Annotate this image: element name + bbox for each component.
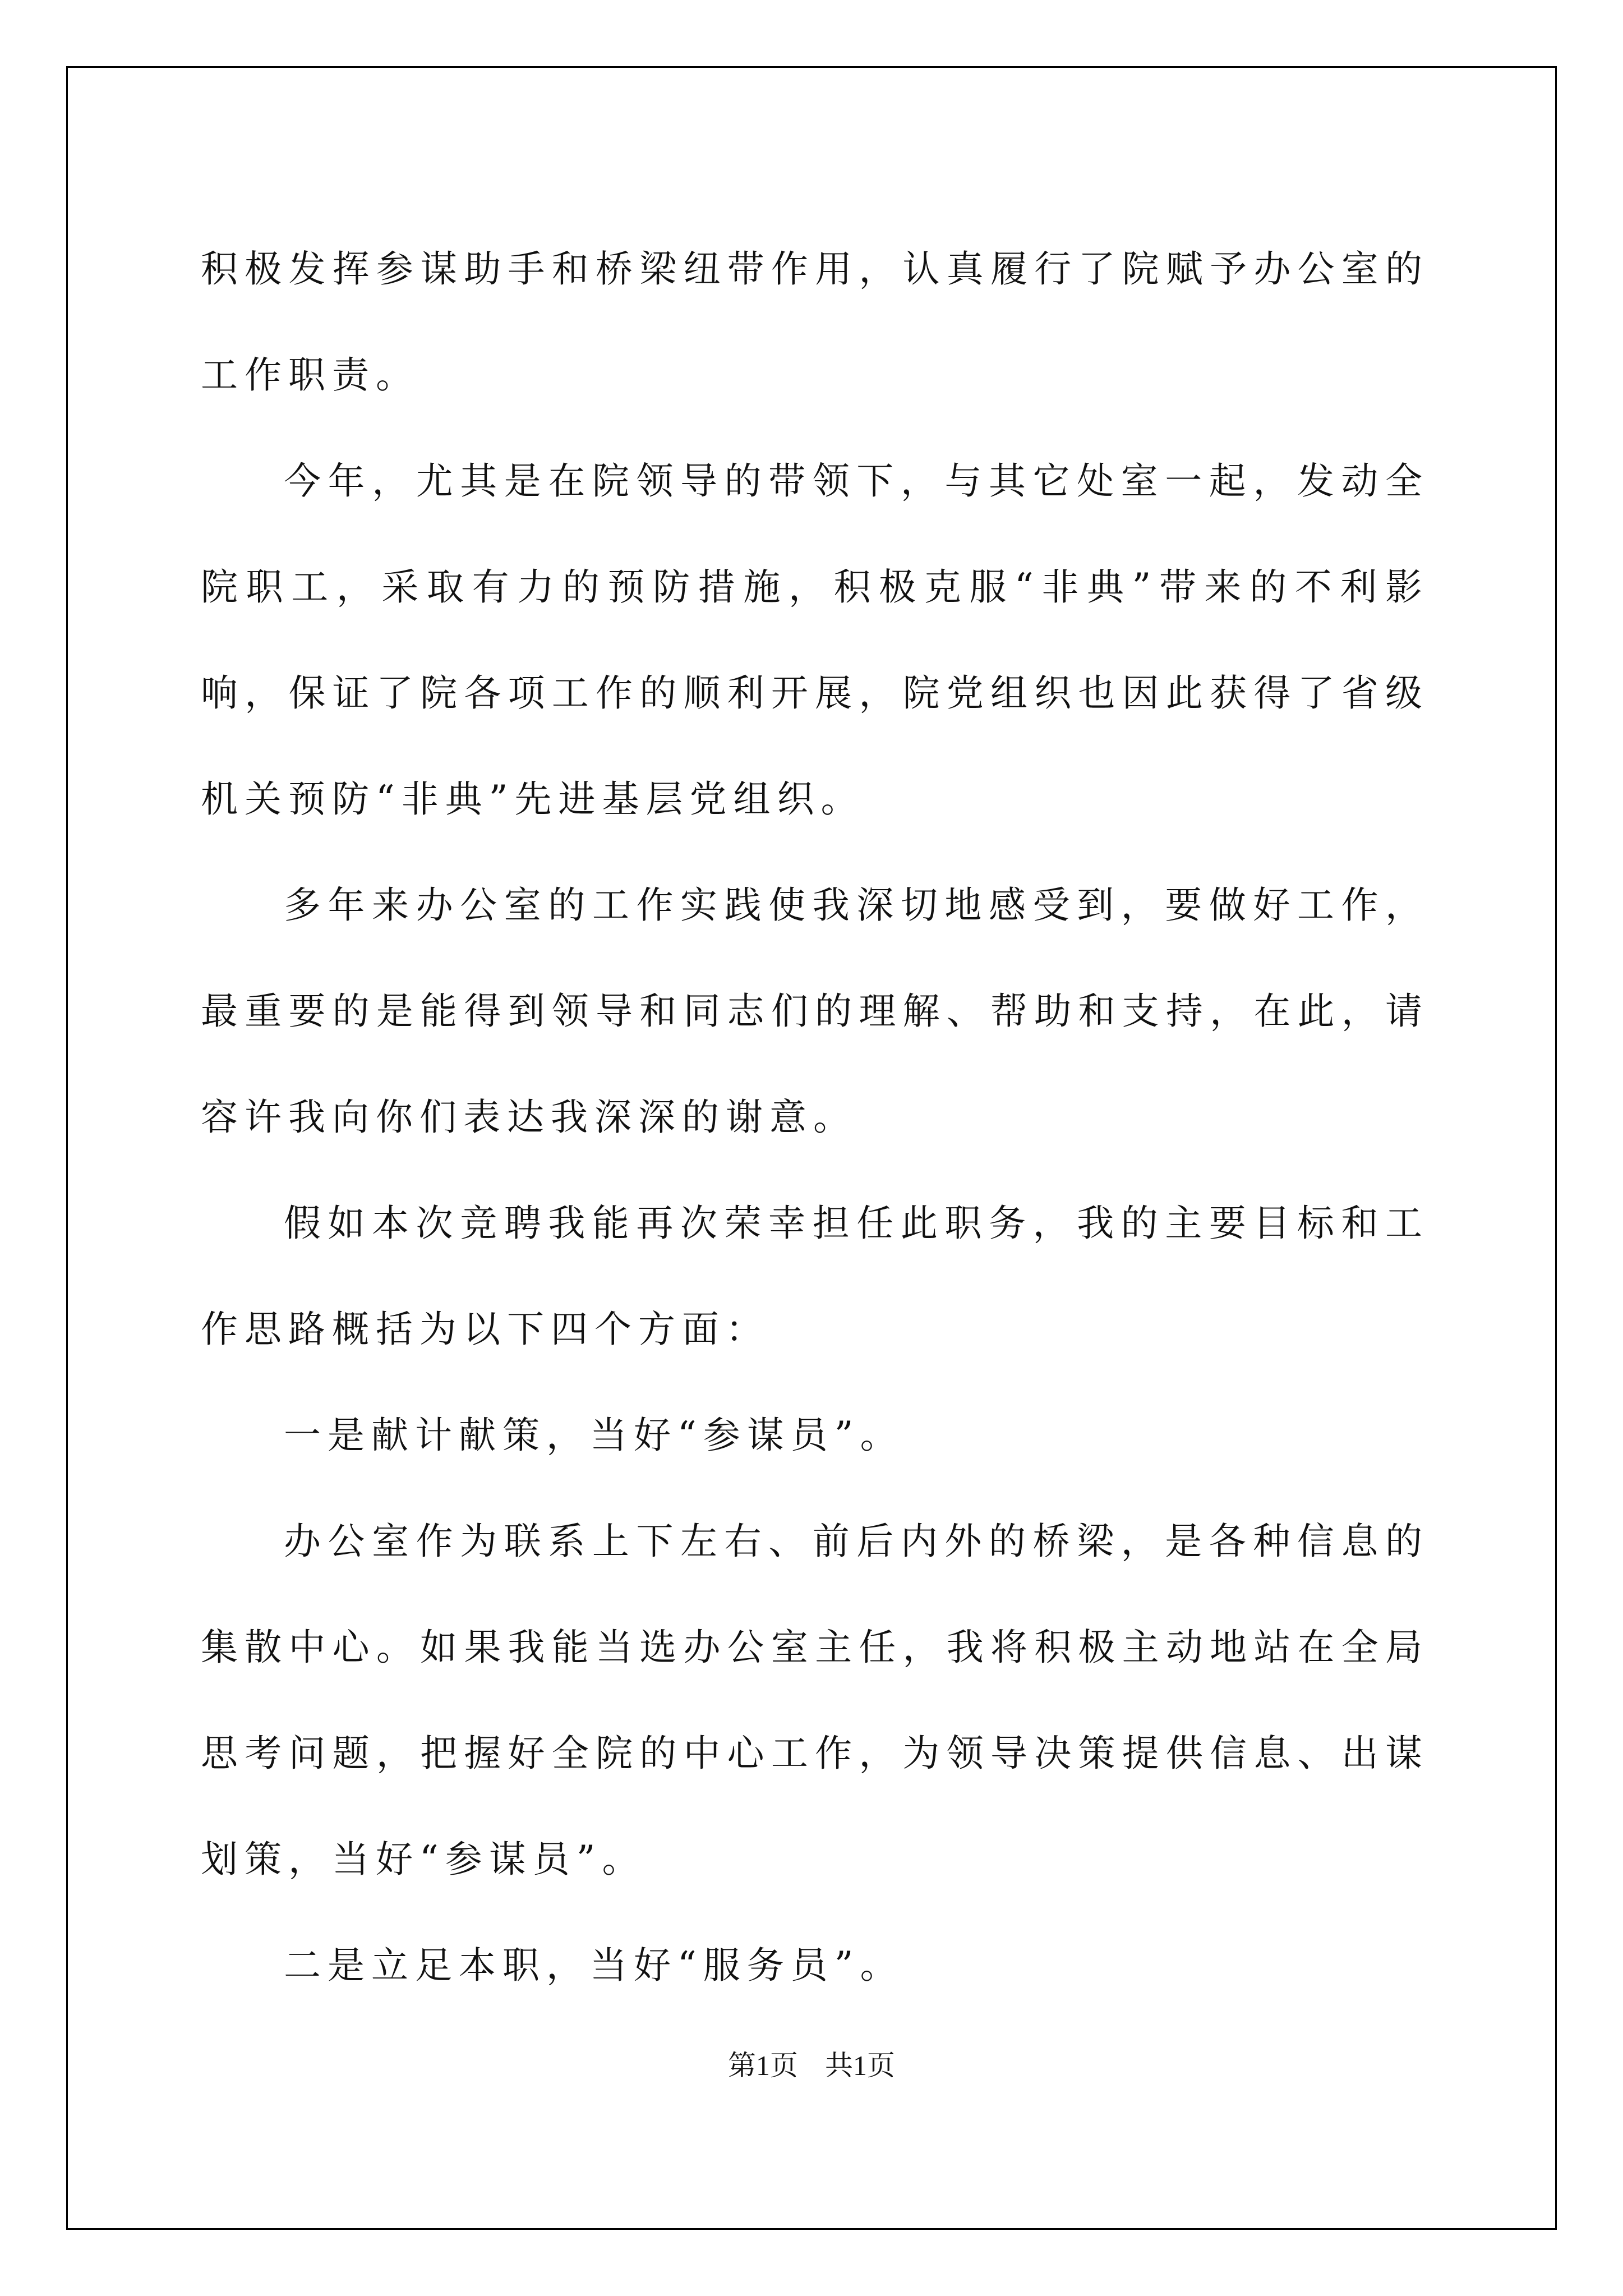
- page-footer: [0, 2049, 1623, 2082]
- page-number-current: 第1页: [728, 2050, 798, 2081]
- paragraph-2: 今年，尤其是在院领导的带领下，与其它处室一起，发动全院职工，采取有力的预防措施，积极克服“非典”带来的不利影响，保证了院各项工作的顺利开展，院党组织也因此获得了省级机关预防“非典”先进基层党组织。: [201, 459, 1429, 821]
- paragraph-1: 积极发挥参谋助手和桥梁纽带作用，认真履行了院赋予办公室的工作职责。: [201, 247, 1429, 397]
- document-body: [201, 216, 1429, 2018]
- page-number-total: 共1页: [825, 2050, 895, 2081]
- paragraph-7: 二是立足本职，当好“服务员”。: [284, 1944, 904, 1987]
- paragraph-3: 多年来办公室的工作实践使我深切地感受到，要做好工作，最重要的是能得到领导和同志们的理解、帮助和支持，在此，请容许我向你们表达我深深的谢意。: [201, 884, 1429, 1139]
- paragraph-4: 假如本次竞聘我能再次荣幸担任此职务，我的主要目标和工作思路概括为以下四个方面：: [201, 1202, 1429, 1351]
- paragraph-5: 一是献计献策，当好“参谋员”。: [284, 1414, 904, 1457]
- paragraph-6: 办公室作为联系上下左右、前后内外的桥梁，是各种信息的集散中心。如果我能当选办公室主任，我将积极主动地站在全局思考问题，把握好全院的中心工作，为领导决策提供信息、出谋划策，当好“参谋员”。: [201, 1520, 1429, 1881]
